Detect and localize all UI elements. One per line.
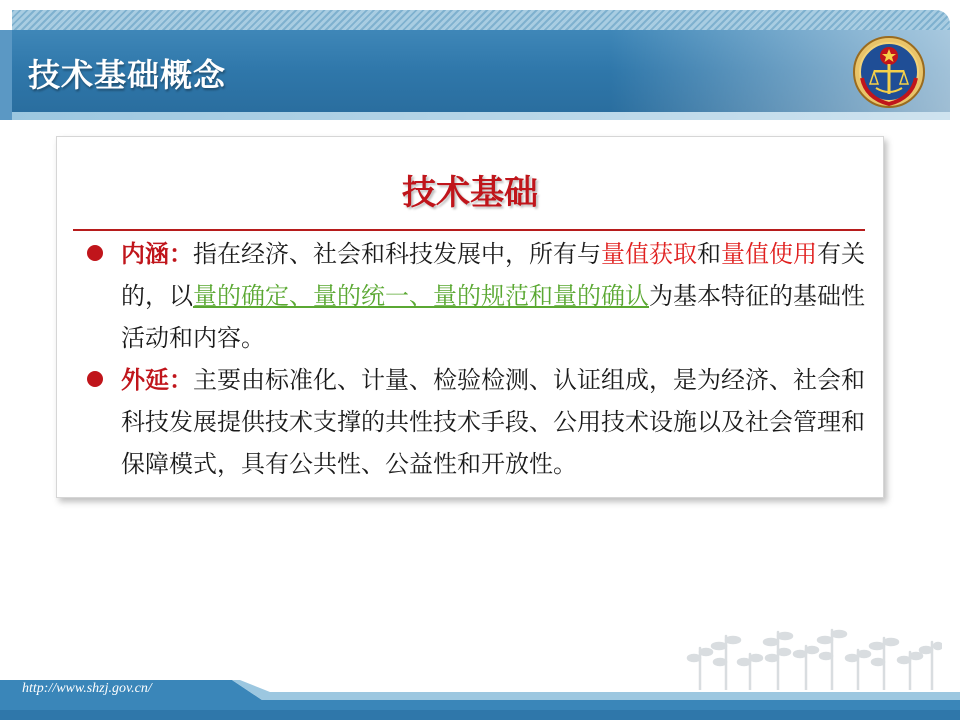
bullet-text: 指在经济、社会和科技发展中，所有与 [193,240,601,268]
bullet-extension [87,359,881,485]
header-edge [0,30,12,120]
bullet-label: 外延： [121,366,193,394]
bullet-dot-icon [87,245,103,261]
bullet-text: 和 [697,240,721,268]
bullet-text: 为基本特征的基础性活动和内容。 [121,282,865,352]
bullet-text: 主要由标准化、计量、检验检测、认证组成，是为经济、社会和科技发展提供技术支撑的共性技术手段、公用技术设施以及社会管理和保障模式，具有公共性、公益性和开放性。 [121,366,865,478]
plants-decoration-icon [686,628,942,690]
bullet-text: 有关的，以 [121,240,865,310]
bullet-label: 内涵： [121,240,193,268]
header-stripes [12,10,950,32]
header-underline [12,112,950,120]
slide-title: 技术基础概念 [28,56,227,94]
card-title: 技术基础 [402,173,538,213]
bullet-dot-icon [87,371,103,387]
quality-inspection-emblem-icon [852,34,926,110]
card-title-rule [73,229,865,231]
highlight-red: 量值获取 [601,240,697,268]
bullet-connotation [87,233,881,359]
highlight-red: 量值使用 [721,240,817,268]
content-card [56,136,884,498]
footer-url: http://www.shzj.gov.cn/ [22,681,152,696]
highlight-green: 量的确定、量的统一、量的规范和量的确认 [193,282,649,310]
